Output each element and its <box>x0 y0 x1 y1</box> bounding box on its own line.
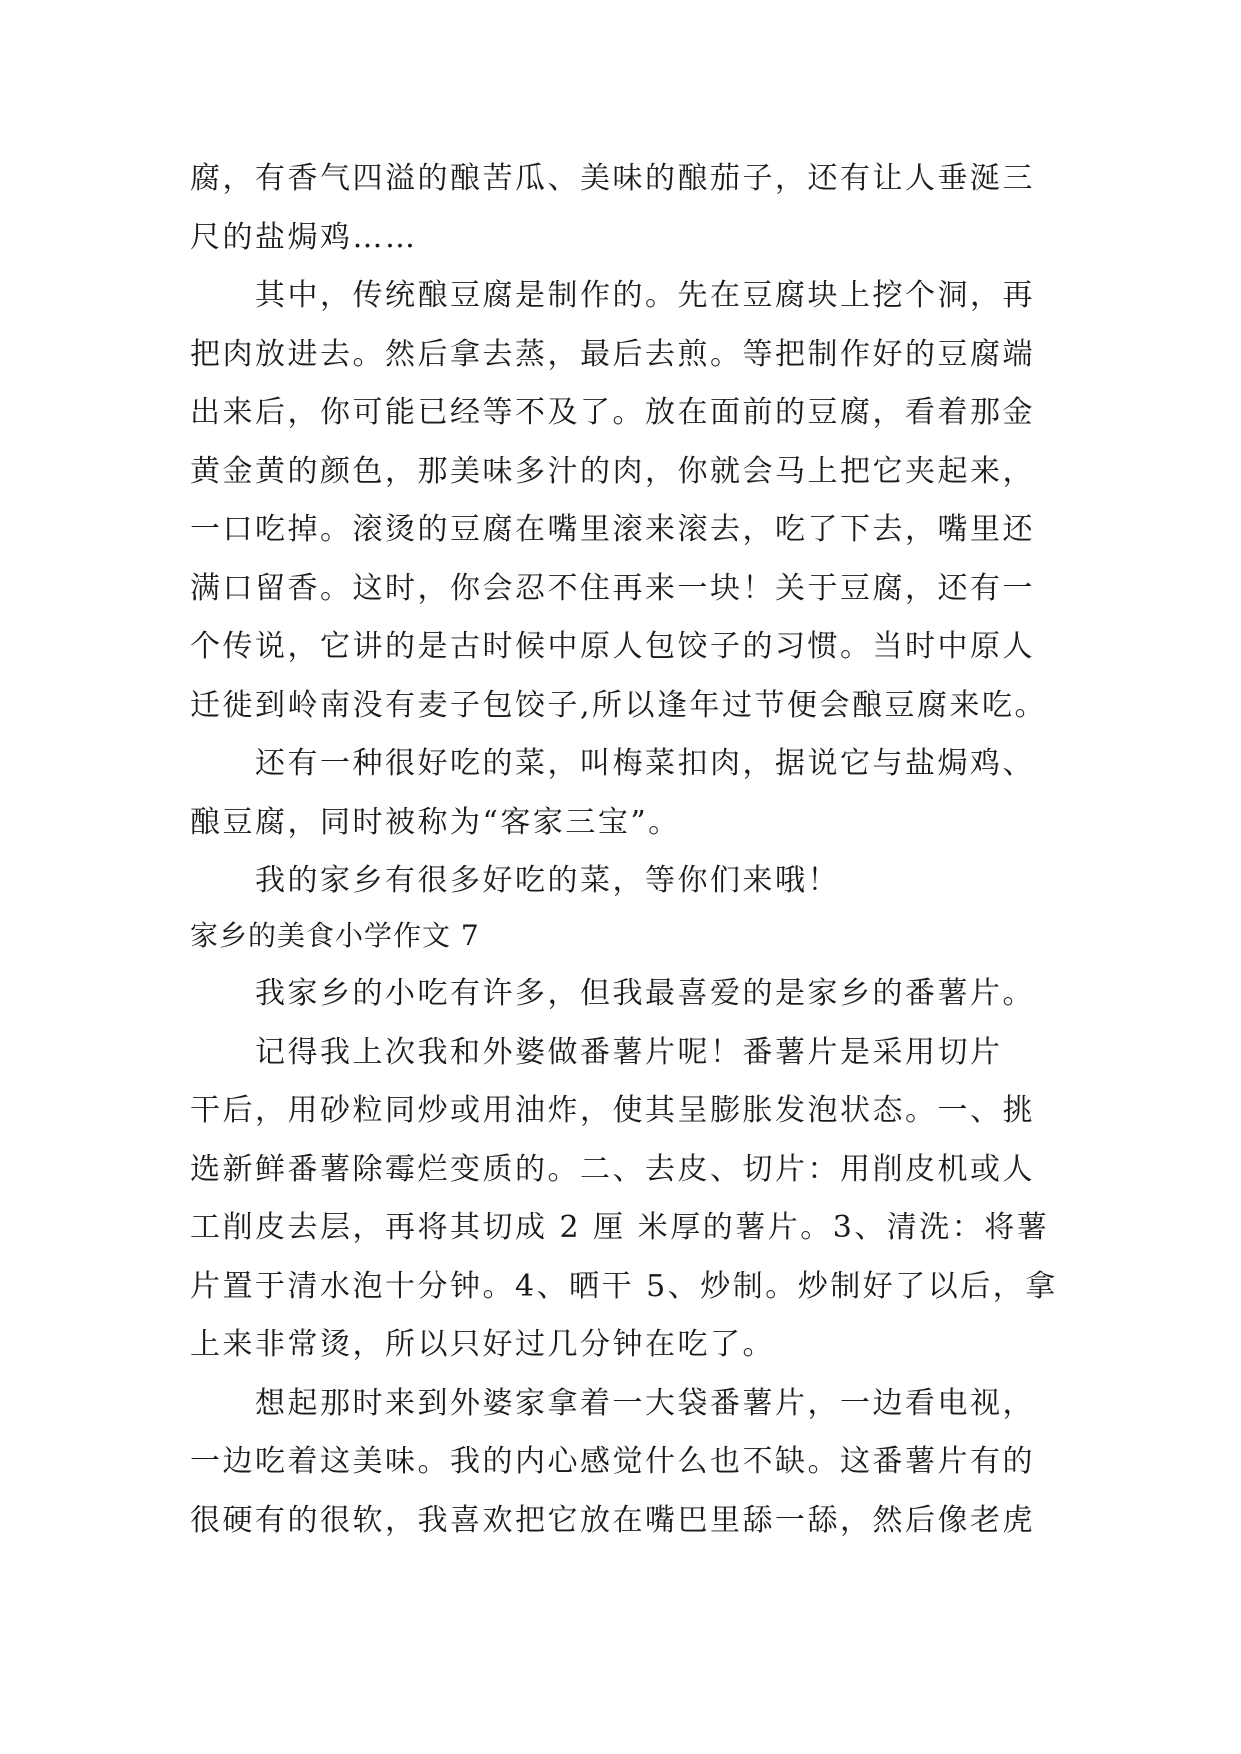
text-line: 酿豆腐，同时被称为“客家三宝”。 <box>190 804 681 840</box>
paragraph-start: 我的家乡有很多好吃的菜，等你们来哦！ <box>255 863 840 898</box>
paragraph-start: 还有一种很好吃的菜，叫梅菜扣肉，据说它与盐焗鸡、 <box>255 746 1035 781</box>
text-line: 选新鲜番薯除霉烂变质的。二、去皮、切片：用削皮机或人 <box>190 1151 1035 1187</box>
text-line: 迁徙到岭南没有麦子包饺子,所以逢年过节便会酿豆腐来吃。 <box>190 687 1048 723</box>
text-line: 很硬有的很软，我喜欢把它放在嘴巴里舔一舔，然后像老虎 <box>190 1502 1035 1538</box>
text-line: 腐，有香气四溢的酿苦瓜、美味的酿茄子，还有让人垂涎三 <box>190 161 1035 196</box>
document-page <box>190 158 1058 1558</box>
text-line: 黄金黄的颜色，那美味多汁的肉，你就会马上把它夹起来， <box>190 453 1035 489</box>
paragraph-start: 我家乡的小吃有许多，但我最喜爱的是家乡的番薯片。 <box>255 976 1035 1011</box>
text-line: 干后，用砂粒同炒或用油炸，使其呈膨胀发泡状态。一、挑 <box>190 1093 1035 1128</box>
text-line: 出来后，你可能已经等不及了。放在面前的豆腐，看着那金 <box>190 395 1035 430</box>
paragraph-start: 想起那时来到外婆家拿着一大袋番薯片，一边看电视， <box>255 1385 1035 1421</box>
paragraph-start: 记得我上次我和外婆做番薯片呢！番薯片是采用切片 <box>255 1034 1003 1070</box>
text-line: 片置于清水泡十分钟。4、晒干 5、炒制。炒制好了以后，拿 <box>190 1268 1058 1304</box>
text-line: 个传说，它讲的是古时候中原人包饺子的习惯。当时中原人 <box>190 629 1035 664</box>
text-line: 满口留香。这时，你会忍不住再来一块！关于豆腐，还有一 <box>190 570 1035 606</box>
text-line: 尺的盐焗鸡…… <box>190 219 418 255</box>
paragraph-start: 其中，传统酿豆腐是制作的。先在豆腐块上挖个洞，再 <box>255 278 1035 313</box>
text-line: 把肉放进去。然后拿去蒸，最后去煎。等把制作好的豆腐端 <box>190 336 1035 372</box>
text-line: 一口吃掉。滚烫的豆腐在嘴里滚来滚去，吃了下去，嘴里还 <box>190 512 1035 547</box>
text-line: 上来非常烫，所以只好过几分钟在吃了。 <box>190 1327 775 1362</box>
text-line: 一边吃着这美味。我的内心感觉什么也不缺。这番薯片有的 <box>190 1444 1035 1479</box>
section-heading: 家乡的美食小学作文 7 <box>190 918 480 952</box>
text-line: 工削皮去层，再将其切成 2 厘 米厚的薯片。3、清洗：将薯 <box>190 1210 1050 1245</box>
